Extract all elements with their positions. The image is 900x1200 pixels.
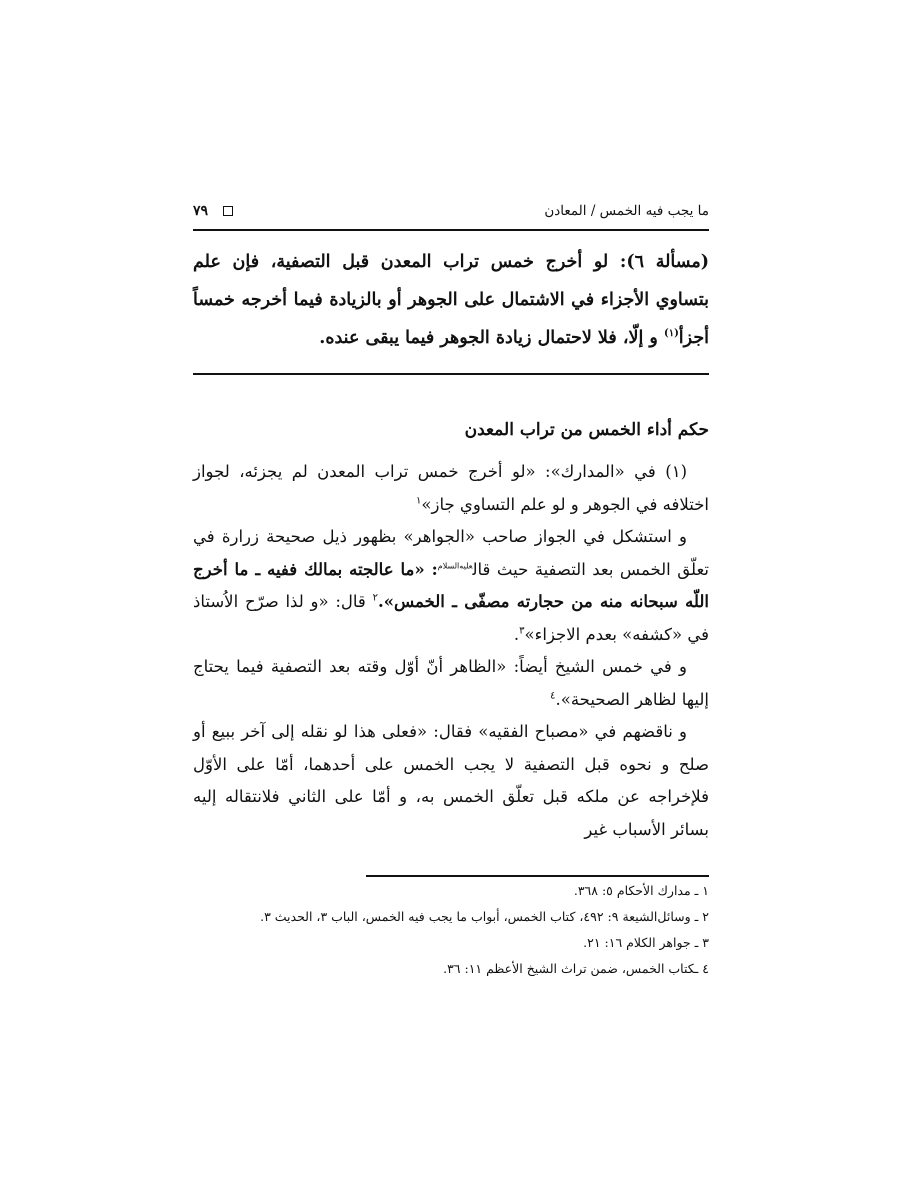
paragraph-text: قال: «و لذا صرّح الاُستاذ في «كشفه» بعدم الاجزاء» — [193, 592, 709, 644]
footnote-rule — [366, 875, 709, 877]
commentary-paragraph — [193, 651, 709, 716]
page-number: ٧٩ — [193, 203, 209, 219]
issue-body: (مسألة ٦): لو أخرج خمس تراب المعدن قبل التصفية، فإن علم بتساوي الأجزاء في الاشتمال على الجوهر أو بالزيادة فيما أخرجه خمساً أجزأ — [193, 252, 710, 348]
paragraph-text: و استشكل في الجواز صاحب «الجواهر» بظهور ذيل صحيحة زرارة في تعلّق الخمس بعد التصفية حيث قال — [193, 527, 709, 579]
issue-note-ref: (١) — [663, 328, 679, 340]
quoted-hadith: : «ما عالجته بمالك ففيه ـ ما أخرج اللّه سبحانه منه من حجارته مصفّى ـ الخمس». — [193, 559, 709, 611]
section-heading: حكم أداء الخمس من تراب المعدن — [464, 420, 709, 440]
header-rule — [193, 229, 709, 231]
running-title: ما يجب فيه الخمس / المعادن — [544, 203, 709, 219]
footnote: ١ ـ مدارك الأحكام ٥: ٣٦٨. — [573, 883, 709, 898]
commentary-paragraph — [193, 456, 709, 521]
paragraph-text: و في خمس الشيخ أيضاً: «الظاهر أنّ أوّل وقته بعد التصفية فيما يحتاج إليها لظاهر الصحيحة». — [193, 657, 709, 709]
issue-text — [193, 243, 709, 357]
commentary-paragraph — [193, 521, 709, 651]
footnotes — [193, 878, 709, 982]
section-separator — [193, 373, 709, 375]
footnote-ref: ٢ — [372, 592, 378, 604]
commentary — [193, 456, 709, 846]
footnote-ref: ٣ — [519, 625, 525, 636]
commentary-paragraph — [193, 716, 709, 846]
footnote: ٣ ـ جواهر الكلام ١٦: ٢١. — [583, 935, 709, 950]
issue-body-end: و إلّا، فلا لاحتمال زيادة الجوهر فيما يبقى عنده. — [319, 328, 664, 348]
footnote-ref: ١ — [416, 495, 422, 506]
footnote: ٤ ـكتاب الخمس، ضمن تراث الشيخ الأعظم ١١: ٣٦. — [443, 961, 709, 976]
honorific-glyph: عليه‌السلام — [437, 561, 473, 570]
footnote-ref: ٤ — [550, 690, 556, 701]
footnote: ٢ ـ وسائل‌الشيعة ٩: ٤٩٢، كتاب الخمس، أبواب ما يجب فيه الخمس، الباب ٣، الحديث ٣. — [260, 909, 709, 924]
paragraph-text: (١) في «المدارك»: «لو أخرج خمس تراب المعدن لم يجزئه، لجواز اختلافه في الجوهر و لو علم التساوي جاز» — [193, 462, 709, 514]
running-header — [193, 201, 709, 227]
paragraph-text: . — [513, 624, 520, 644]
square-ornament-icon — [223, 206, 233, 216]
paragraph-text: و ناقضهم في «مصباح الفقيه» فقال: «فعلى هذا لو نقله إلى آخر ببيع أو صلح و نحوه قبل التصفية لا يجب الخمس على أحدهما، أمّا على الأوّل فلإخراجه عن ملكه قبل تعلّق الخمس به، و أمّا على الثاني فلانتقاله إليه بسائر الأسباب غير — [193, 722, 709, 839]
